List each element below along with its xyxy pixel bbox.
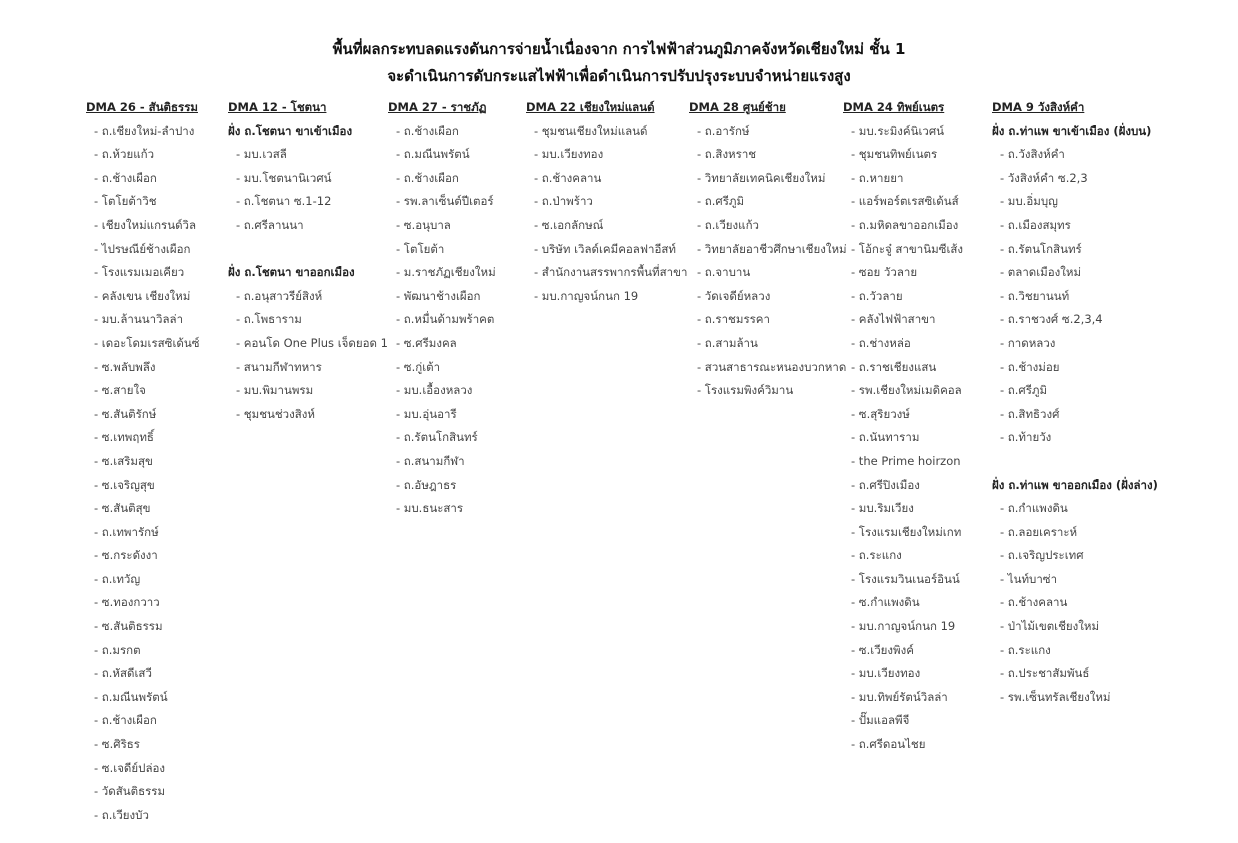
column-dma28 <box>689 96 847 403</box>
list-item: - the Prime hoirzon <box>851 453 961 468</box>
column-heading: DMA 26 - สันติธรรม <box>86 100 198 114</box>
list-item: - มบ.ธนะสาร <box>396 501 464 516</box>
list-item: - ถ.ลอยเคราะห์ <box>1000 524 1078 539</box>
list-item: - ซ.สายใจ <box>94 383 146 398</box>
column-heading: DMA 12 - โชตนา <box>228 100 327 114</box>
list-item: - ถ.ช้างเผือก <box>94 713 157 728</box>
list-item: - มบ.โชตนานิเวศน์ <box>236 170 332 185</box>
list-item: - มบ.พิมานพรม <box>236 383 314 398</box>
list-item: - วิทยาลัยอาชีวศึกษาเชียงใหม่ <box>697 241 847 256</box>
list-item: - ถ.ราชมรรคา <box>697 312 770 327</box>
list-item: - ถ.มณีนพรัตน์ <box>94 689 168 704</box>
list-item: - ถ.ช้างคลาน <box>534 170 602 185</box>
list-item: - ถ.เทวัญ <box>94 571 141 586</box>
list-item: - สนามกีฬาทหาร <box>236 359 322 374</box>
list-item: - ถ.เวียงบัว <box>94 807 149 822</box>
list-item: - ซ.พลับพลึง <box>94 359 156 374</box>
list-item: - ถ.ท้ายวัง <box>1000 430 1052 445</box>
list-item: - ถ.ช้างม่อย <box>1000 359 1060 374</box>
list-item: - ถ.มหิดลขาออกเมือง <box>851 217 959 232</box>
list-item: - ถ.หายยา <box>851 170 904 185</box>
list-item: - ถ.ห้วยแก้ว <box>94 147 155 162</box>
list-item: - ชุมชนทิพย์เนตร <box>851 147 938 162</box>
list-item: - ถ.โชตนา ซ.1-12 <box>236 194 332 209</box>
list-item: - รพ.เซ็นทรัลเชียงใหม่ <box>1000 689 1111 704</box>
list-item: - ซ.สันติสุข <box>94 501 151 516</box>
list-item: - รพ.ลาเซ็นต์ปีเตอร์ <box>396 194 494 209</box>
list-item: - โรงแรมเชียงใหม่เกท <box>851 524 962 539</box>
list-item: - คอนโด One Plus เจ็ดยอด 1 <box>236 335 388 350</box>
list-item: - ถ.สิทธิวงศ์ <box>1000 406 1060 421</box>
column-subheading: ฝั่ง ถ.ท่าแพ ขาออกเมือง (ฝั่งล่าง) <box>992 477 1158 492</box>
list-item: - ซ.อนุบาล <box>396 217 451 232</box>
column-dma26 <box>86 96 200 827</box>
list-item: - วิทยาลัยเทคนิคเชียงใหม่ <box>697 170 826 185</box>
list-item: - มบ.ระมิงค์นิเวศน์ <box>851 123 944 138</box>
column-subheading: ฝั่ง ถ.โชตนา ขาออกเมือง <box>228 265 355 280</box>
list-item: - ถ.ประชาสัมพันธ์ <box>1000 666 1090 681</box>
list-item: - ปั๊มแอลพีจี <box>851 713 910 728</box>
list-item: - มบ.เอื้องหลวง <box>396 383 473 398</box>
list-item: - สวนสาธารณะหนองบวกหาด <box>697 359 847 374</box>
column-heading: DMA 24 ทิพย์เนตร <box>843 100 945 114</box>
list-item: - ซ.เทพฤทธิ์ <box>94 430 154 445</box>
list-item: - ถ.มรกต <box>94 642 141 657</box>
list-item: - ถ.จาบาน <box>697 265 751 280</box>
list-item: - โตโยต้า <box>396 241 445 256</box>
list-item: - ถ.ศรีปิงเมือง <box>851 477 920 492</box>
list-item: - โอ้กะจู๋ สาขานิมซีเส้ง <box>851 241 964 256</box>
list-item: - ถ.ระแกง <box>1000 642 1051 657</box>
list-item: - ซ.เจดีย์ปล่อง <box>94 760 166 775</box>
list-item: - ซ.ศรีมงคล <box>396 335 457 350</box>
list-item: - สำนักงานสรรพากรพื้นที่สาขา <box>534 265 688 280</box>
list-item: - ชุมชนช่วงสิงห์ <box>236 406 315 421</box>
title-line-2: จะดำเนินการดับกระแสไฟฟ้าเพื่อดำเนินการปรับปรุงระบบจำหน่ายแรงสูง <box>387 67 851 85</box>
list-item: - ซ.ศิริธร <box>94 737 140 752</box>
list-item: - ถ.โพธาราม <box>236 312 302 327</box>
column-dma27 <box>388 96 496 521</box>
column-heading: DMA 28 ศูนย์ช้าย <box>689 100 786 114</box>
column-dma24 <box>843 96 963 757</box>
list-item: - ถ.สามล้าน <box>697 335 758 350</box>
list-item: - ม.ราชภัฏเชียงใหม่ <box>396 265 496 280</box>
list-item: - ซ.เจริญสุข <box>94 477 155 492</box>
list-item: - ถ.รัตนโกสินทร์ <box>396 430 478 445</box>
list-item: - ถ.ช่างหล่อ <box>851 335 911 350</box>
list-item: - ซ.กู่เต้า <box>396 359 441 374</box>
list-item: - คลังเขน เชียงใหม่ <box>94 288 191 303</box>
list-item: - ซ.สันติรักษ์ <box>94 406 157 421</box>
list-item: - ซ.เสริมสุข <box>94 453 153 468</box>
list-item: - ซ.กระดังงา <box>94 548 158 563</box>
list-item: - ไนท์บาซ่า <box>1000 571 1058 586</box>
list-item: - วัดเจดีย์หลวง <box>697 288 771 303</box>
list-item: - ถ.วัวลาย <box>851 288 903 303</box>
list-item: - ไปรษณีย์ช้างเผือก <box>94 241 191 256</box>
list-item: - ซ.ทองกวาว <box>94 595 160 610</box>
list-item: - เดอะโดมเรสซิเด้นซ์ <box>94 335 200 350</box>
list-item: - ถ.เทพารักษ์ <box>94 524 159 539</box>
list-item: - ถ.ช้างเผือก <box>94 170 157 185</box>
list-item: - ถ.ช้างเผือก <box>396 123 459 138</box>
list-item: - ถ.เชียงใหม่-ลำปาง <box>94 123 195 138</box>
list-item: - ถ.ศรีภูมิ <box>697 194 745 209</box>
list-item: - แอร์พอร์ตเรสซิเด้นส์ <box>851 194 959 209</box>
list-item: - ถ.หัสดีเสวี <box>94 666 152 681</box>
list-item: - มบ.เวสลี <box>236 147 287 162</box>
column-heading: DMA 27 - ราชภัฏ <box>388 100 487 114</box>
list-item: - มบ.เวียงทอง <box>851 666 921 681</box>
list-item: - มบ.อิ่มบุญ <box>1000 194 1058 209</box>
list-item: - บริษัท เวิลด์เคมีคอลฟาอีสท์ <box>534 241 676 256</box>
list-item: - มบ.อุ่นอารี <box>396 406 457 421</box>
list-item: - ถ.เวียงแก้ว <box>697 217 759 232</box>
list-item: - ถ.เจริญประเทศ <box>1000 548 1084 563</box>
title-line-1: พื้นที่ผลกระทบลดแรงดันการจ่ายน้ำเนื่องจาก การไฟฟ้าส่วนภูมิภาคจังหวัดเชียงใหม่ ชั้น 1 <box>332 40 906 58</box>
list-item: - ถ.หมื่นด้ามพร้าคต <box>396 312 495 327</box>
column-dma9 <box>992 96 1158 709</box>
list-item: - ถ.เมืองสมุทร <box>1000 217 1071 232</box>
list-item: - โรงแรมพิงค์วิมาน <box>697 383 794 398</box>
column-subheading: ฝั่ง ถ.โชตนา ขาเข้าเมือง <box>228 123 353 138</box>
list-item: - โรงแรมวินเนอร์อินน์ <box>851 571 960 586</box>
column-dma22 <box>526 96 687 308</box>
list-item: - ซ.สุริยวงษ์ <box>851 406 910 421</box>
column-heading: DMA 22 เชียงใหม่แลนด์ <box>526 100 655 114</box>
list-item: - ถ.ราชเชียงแสน <box>851 359 937 374</box>
list-item: - ซ.เวียงพิงค์ <box>851 642 914 657</box>
list-item: - ถ.ศรีลานนา <box>236 217 304 232</box>
list-item: - มบ.ริมเวียง <box>851 501 914 516</box>
list-item: - มบ.เวียงทอง <box>534 147 604 162</box>
list-item: - ชุมชนเชียงใหม่แลนด์ <box>534 123 648 138</box>
list-item: - มบ.ล้านนาวิลล่า <box>94 312 184 327</box>
list-item: - ถ.ช้างคลาน <box>1000 595 1068 610</box>
list-item: - ถ.วังสิงห์คำ <box>1000 147 1065 162</box>
list-item: - ถ.มณีนพรัตน์ <box>396 147 470 162</box>
list-item: - มบ.ทิพย์รัตน์วิลล่า <box>851 689 948 704</box>
column-dma12 <box>228 96 388 426</box>
column-subheading: ฝั่ง ถ.ท่าแพ ขาเข้าเมือง (ฝั่งบน) <box>992 123 1152 138</box>
list-item: - คลังไฟฟ้าสาขา <box>851 312 936 327</box>
list-item: - โตโยต้าวิช <box>94 194 157 209</box>
list-item: - ป่าไม้เขตเชียงใหม่ <box>1000 619 1100 634</box>
list-item: - ตลาดเมืองใหม่ <box>1000 265 1082 280</box>
list-item: - ถ.ป่าพร้าว <box>534 194 593 209</box>
list-item: - ถ.อารักษ์ <box>697 123 750 138</box>
list-item: - โรงแรมเมอเคียว <box>94 265 185 280</box>
list-item: - มบ.กาญจน์กนก 19 <box>851 619 956 634</box>
list-item: - ถ.สิงหราช <box>697 147 757 162</box>
list-item: - วังสิงห์คำ ซ.2,3 <box>1000 170 1088 185</box>
list-item: - วัดสันติธรรม <box>94 784 166 799</box>
list-item: - เชียงใหม่แกรนด์วิล <box>94 217 197 232</box>
list-item: - ซ.สันติธรรม <box>94 619 163 634</box>
list-item: - พัฒนาช้างเผือก <box>396 288 481 303</box>
list-item: - ถ.สนามกีฬา <box>396 453 465 468</box>
list-item: - ถ.ระแกง <box>851 548 902 563</box>
list-item: - ซอย วัวลาย <box>851 265 918 280</box>
list-item: - ถ.ศรีภูมิ <box>1000 383 1048 398</box>
list-item: - ซ.เอกลักษณ์ <box>534 217 604 232</box>
column-heading: DMA 9 วังสิงห์คำ <box>992 100 1085 114</box>
list-item: - ถ.อัษฎาธร <box>396 477 457 492</box>
list-item: - รพ.เชียงใหม่เมดิคอล <box>851 383 962 398</box>
list-item: - ถ.อนุสาวรีย์สิงห์ <box>236 288 323 303</box>
list-item: - ถ.นันทาราม <box>851 430 920 445</box>
list-item: - ถ.ราชวงศ์ ซ.2,3,4 <box>1000 312 1103 327</box>
list-item: - ถ.วิชยานนท์ <box>1000 288 1070 303</box>
list-item: - ซ.กำแพงดิน <box>851 595 920 610</box>
list-item: - ถ.รัตนโกสินทร์ <box>1000 241 1082 256</box>
list-item: - มบ.กาญจน์กนก 19 <box>534 288 639 303</box>
list-item: - กาดหลวง <box>1000 335 1056 350</box>
list-item: - ถ.กำแพงดิน <box>1000 501 1068 516</box>
list-item: - ถ.ศรีดอนไชย <box>851 737 926 752</box>
list-item: - ถ.ช้างเผือก <box>396 170 459 185</box>
